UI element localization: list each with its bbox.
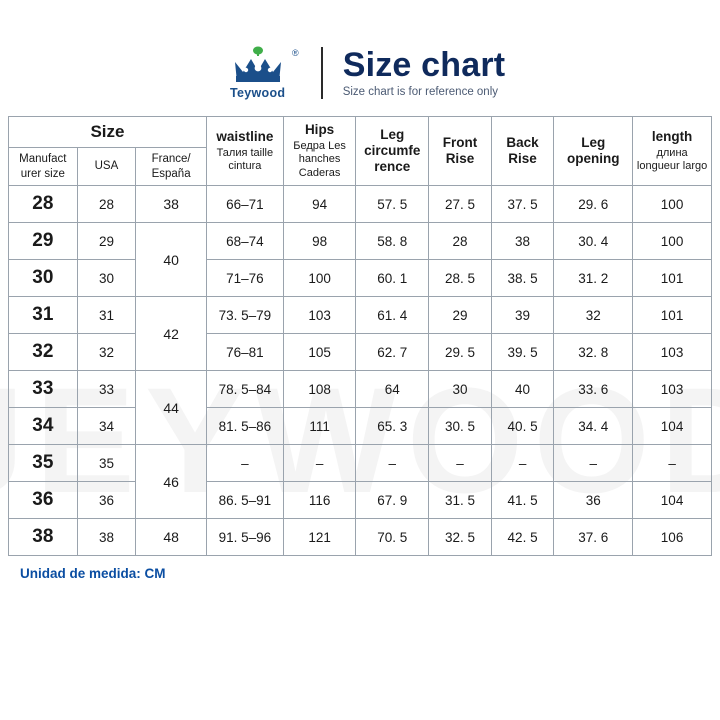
cell-waistline: 91. 5–96	[206, 519, 283, 556]
cell-front-rise: 30. 5	[429, 408, 492, 445]
cell-waistline: 86. 5–91	[206, 482, 283, 519]
cell-france-espana-size: 42	[136, 297, 207, 371]
cell-hips: 108	[283, 371, 356, 408]
cell-usa-size: 32	[77, 334, 136, 371]
cell-length: 101	[633, 297, 712, 334]
table-row	[9, 297, 712, 334]
cell-front-rise: 27. 5	[429, 186, 492, 223]
cell-hips: 103	[283, 297, 356, 334]
cell-france-espana-size: 38	[136, 186, 207, 223]
cell-leg-circumference: 62. 7	[356, 334, 429, 371]
header-hips-sub: Бедра Les hanches Caderas	[293, 139, 346, 179]
cell-back-rise: –	[491, 445, 554, 482]
cell-leg-circumference: –	[356, 445, 429, 482]
cell-leg-opening: 32	[554, 297, 633, 334]
cell-manufacturer-size: 34	[9, 408, 78, 445]
cell-manufacturer-size: 35	[9, 445, 78, 482]
cell-leg-circumference: 61. 4	[356, 297, 429, 334]
header-leg-circumference: Leg circumfe rence	[356, 117, 429, 186]
table-row	[9, 482, 712, 519]
header-leg-opening: Leg opening	[554, 117, 633, 186]
cell-leg-circumference: 58. 8	[356, 223, 429, 260]
table-row	[9, 445, 712, 482]
cell-leg-circumference: 70. 5	[356, 519, 429, 556]
header-length-sub: длина longueur largo	[636, 146, 708, 173]
cell-usa-size: 31	[77, 297, 136, 334]
cell-usa-size: 35	[77, 445, 136, 482]
cell-length: 100	[633, 186, 712, 223]
cell-manufacturer-size: 31	[9, 297, 78, 334]
header-usa-size: USA	[77, 148, 136, 186]
cell-hips: 100	[283, 260, 356, 297]
cell-length: 106	[633, 519, 712, 556]
cell-leg-circumference: 60. 1	[356, 260, 429, 297]
cell-front-rise: –	[429, 445, 492, 482]
cell-leg-opening: 34. 4	[554, 408, 633, 445]
cell-waistline: 81. 5–86	[206, 408, 283, 445]
unit-note: Unidad de medida: CM	[20, 566, 166, 582]
table-header-row-1	[9, 117, 712, 148]
cell-length: 100	[633, 223, 712, 260]
cell-usa-size: 34	[77, 408, 136, 445]
cell-usa-size: 33	[77, 371, 136, 408]
cell-front-rise: 32. 5	[429, 519, 492, 556]
cell-back-rise: 42. 5	[491, 519, 554, 556]
header-waistline	[206, 117, 283, 186]
crown-logo-icon	[229, 46, 287, 88]
cell-leg-opening: 29. 6	[554, 186, 633, 223]
cell-length: 103	[633, 334, 712, 371]
cell-hips: 105	[283, 334, 356, 371]
cell-back-rise: 37. 5	[491, 186, 554, 223]
table-row	[9, 260, 712, 297]
cell-leg-opening: 37. 6	[554, 519, 633, 556]
header-france-espana-size: France/ España	[136, 148, 207, 186]
cell-france-espana-size: 46	[136, 445, 207, 519]
cell-back-rise: 39. 5	[491, 334, 554, 371]
cell-france-espana-size: 44	[136, 371, 207, 445]
cell-leg-opening: 31. 2	[554, 260, 633, 297]
cell-back-rise: 39	[491, 297, 554, 334]
cell-manufacturer-size: 36	[9, 482, 78, 519]
cell-front-rise: 31. 5	[429, 482, 492, 519]
table-row	[9, 186, 712, 223]
cell-length: 101	[633, 260, 712, 297]
table-row	[9, 223, 712, 260]
cell-hips: 111	[283, 408, 356, 445]
cell-hips: –	[283, 445, 356, 482]
title-block	[342, 45, 506, 99]
cell-back-rise: 38	[491, 223, 554, 260]
page-title: Size chart	[342, 45, 506, 84]
cell-usa-size: 36	[77, 482, 136, 519]
brand-name: Teywood	[230, 86, 286, 100]
cell-france-espana-size: 40	[136, 223, 207, 297]
header-front-rise: Front Rise	[429, 117, 492, 186]
table-row	[9, 519, 712, 556]
cell-length: 104	[633, 482, 712, 519]
header-hips-main: Hips	[304, 122, 335, 137]
cell-france-espana-size: 48	[136, 519, 207, 556]
cell-leg-circumference: 57. 5	[356, 186, 429, 223]
cell-usa-size: 38	[77, 519, 136, 556]
header-length-main: length	[651, 128, 693, 144]
cell-back-rise: 40. 5	[491, 408, 554, 445]
registered-mark-icon: ®	[292, 48, 299, 58]
header-back-rise: Back Rise	[491, 117, 554, 186]
header-manufacturer-size: Manufact urer size	[9, 148, 78, 186]
cell-front-rise: 29. 5	[429, 334, 492, 371]
cell-front-rise: 28. 5	[429, 260, 492, 297]
header-length	[633, 117, 712, 186]
cell-leg-opening: 33. 6	[554, 371, 633, 408]
header-size-group: Size	[9, 117, 207, 148]
cell-leg-opening: –	[554, 445, 633, 482]
chart-header	[0, 0, 720, 116]
cell-usa-size: 30	[77, 260, 136, 297]
header-waistline-sub: Талия taille cintura	[216, 146, 274, 173]
table-row	[9, 408, 712, 445]
cell-front-rise: 28	[429, 223, 492, 260]
cell-waistline: 71–76	[206, 260, 283, 297]
cell-manufacturer-size: 28	[9, 186, 78, 223]
cell-leg-opening: 30. 4	[554, 223, 633, 260]
cell-hips: 94	[283, 186, 356, 223]
cell-leg-opening: 32. 8	[554, 334, 633, 371]
header-waistline-main: waistline	[216, 128, 274, 144]
cell-back-rise: 40	[491, 371, 554, 408]
cell-back-rise: 38. 5	[491, 260, 554, 297]
cell-manufacturer-size: 30	[9, 260, 78, 297]
cell-usa-size: 28	[77, 186, 136, 223]
cell-front-rise: 29	[429, 297, 492, 334]
cell-waistline: 76–81	[206, 334, 283, 371]
cell-length: 103	[633, 371, 712, 408]
header-divider	[321, 47, 323, 99]
cell-length: 104	[633, 408, 712, 445]
table-row	[9, 334, 712, 371]
size-table-container	[0, 116, 720, 581]
cell-manufacturer-size: 29	[9, 223, 78, 260]
page-subtitle: Size chart is for reference only	[342, 86, 499, 99]
cell-leg-opening: 36	[554, 482, 633, 519]
cell-hips: 116	[283, 482, 356, 519]
cell-leg-circumference: 65. 3	[356, 408, 429, 445]
cell-hips: 121	[283, 519, 356, 556]
cell-front-rise: 30	[429, 371, 492, 408]
size-chart-table	[8, 116, 712, 556]
cell-hips: 98	[283, 223, 356, 260]
cell-back-rise: 41. 5	[491, 482, 554, 519]
cell-leg-circumference: 64	[356, 371, 429, 408]
cell-manufacturer-size: 33	[9, 371, 78, 408]
brand-logo	[215, 46, 301, 100]
cell-manufacturer-size: 32	[9, 334, 78, 371]
cell-leg-circumference: 67. 9	[356, 482, 429, 519]
cell-usa-size: 29	[77, 223, 136, 260]
cell-waistline: 68–74	[206, 223, 283, 260]
cell-waistline: 66–71	[206, 186, 283, 223]
cell-manufacturer-size: 38	[9, 519, 78, 556]
header-hips	[283, 117, 356, 186]
cell-length: –	[633, 445, 712, 482]
cell-waistline: –	[206, 445, 283, 482]
table-row	[9, 371, 712, 408]
cell-waistline: 78. 5–84	[206, 371, 283, 408]
cell-waistline: 73. 5–79	[206, 297, 283, 334]
